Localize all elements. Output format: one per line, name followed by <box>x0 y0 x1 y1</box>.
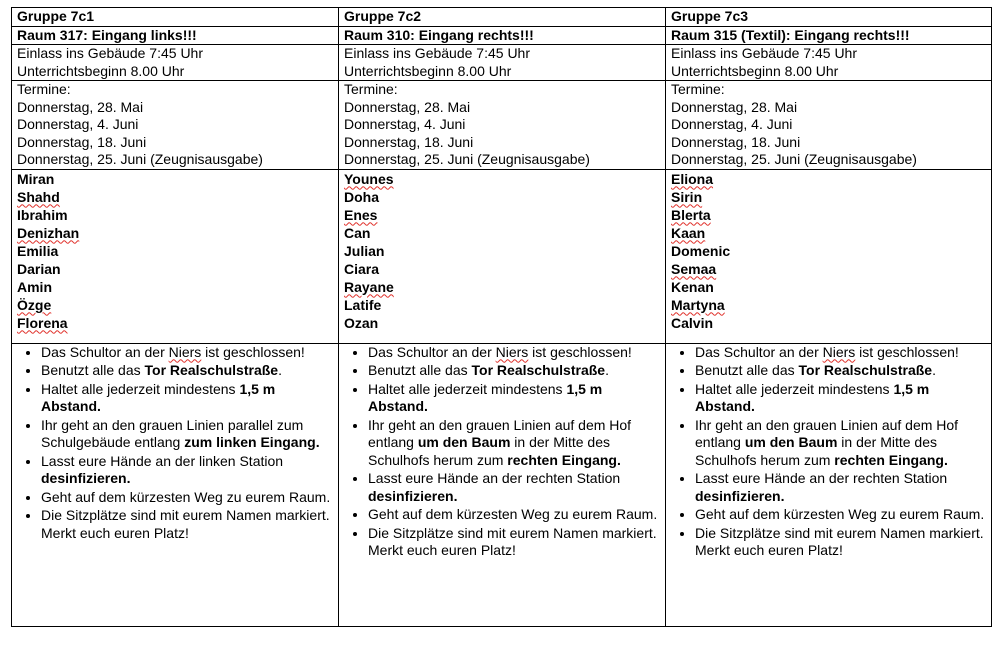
student-name: Enes <box>344 206 378 223</box>
student-name: Semaa <box>671 260 717 277</box>
time-cell <box>12 45 339 81</box>
student-name: Doha <box>344 188 379 205</box>
dates-label: Termine: <box>671 81 725 97</box>
date-item: Donnerstag, 25. Juni (Zeugnisausgabe) <box>17 151 263 167</box>
student-name: Julian <box>344 242 385 259</box>
student-name: Shahd <box>17 188 60 205</box>
rules-list <box>344 344 660 560</box>
student-name: Calvin <box>671 314 714 331</box>
group-title-row <box>12 8 992 27</box>
rule-item: • Benutzt alle das Tor Realschulstraße. <box>41 362 333 380</box>
date-item: Donnerstag, 18. Juni <box>17 133 147 150</box>
names-row <box>12 169 992 343</box>
date-item: Donnerstag, 25. Juni (Zeugnisausgabe) <box>671 151 917 167</box>
rule-item: • Das Schultor an der Niers ist geschlossen! <box>41 344 333 362</box>
group-title: Gruppe 7c3 <box>666 8 992 27</box>
lesson-start: Unterrichtsbeginn 8.00 Uhr <box>344 62 512 79</box>
rules-cell <box>339 343 666 626</box>
student-names-cell <box>666 169 992 343</box>
time-row <box>12 45 992 81</box>
student-name: Ozan <box>344 314 379 331</box>
dates-cell <box>666 81 992 170</box>
dates-cell <box>339 81 666 170</box>
lesson-start: Unterrichtsbeginn 8.00 Uhr <box>17 62 185 79</box>
student-name: Blerta <box>671 206 711 223</box>
time-cell <box>666 45 992 81</box>
time-cell <box>339 45 666 81</box>
student-name: Denizhan <box>17 224 80 241</box>
entry-time: Einlass ins Gebäude 7:45 Uhr <box>17 45 203 61</box>
date-item: Donnerstag, 4. Juni <box>17 116 139 132</box>
room-row <box>12 26 992 45</box>
rule-item: • Lasst eure Hände an der rechten Station desinfizieren. <box>368 470 660 505</box>
student-name: Amin <box>17 278 52 295</box>
student-name: Miran <box>17 170 55 187</box>
rule-item: • Ihr geht an den grauen Linien auf dem Hof entlang um den Baum in der Mitte des Schulhofs herum zum rechten Eingang. <box>368 417 660 470</box>
group-title: Gruppe 7c2 <box>339 8 666 27</box>
rule-item: • Geht auf dem kürzesten Weg zu eurem Raum. <box>41 489 333 507</box>
date-item: Donnerstag, 28. Mai <box>344 98 471 115</box>
student-name: Emilia <box>17 242 59 259</box>
student-name: Sirin <box>671 188 703 205</box>
student-name: Younes <box>344 170 394 187</box>
rule-item: • Haltet alle jederzeit mindestens 1,5 m Abstand. <box>368 381 660 416</box>
student-name: Eliona <box>671 170 714 187</box>
student-name: Kenan <box>671 278 714 295</box>
entry-time: Einlass ins Gebäude 7:45 Uhr <box>344 45 530 61</box>
room-info: Raum 317: Eingang links!!! <box>12 26 339 45</box>
room-info: Raum 315 (Textil): Eingang rechts!!! <box>666 26 992 45</box>
student-name: Domenic <box>671 242 731 259</box>
rules-row <box>12 343 992 626</box>
student-name: Latife <box>344 296 382 313</box>
student-name: Florena <box>17 314 68 331</box>
group-title: Gruppe 7c1 <box>12 8 339 27</box>
student-name: Ciara <box>344 260 380 277</box>
rule-item: • Haltet alle jederzeit mindestens 1,5 m Abstand. <box>41 381 333 416</box>
rule-item: • Benutzt alle das Tor Realschulstraße. <box>695 362 986 380</box>
rules-list <box>17 344 333 543</box>
student-name: Ibrahim <box>17 206 68 223</box>
rule-item: • Lasst eure Hände an der rechten Station desinfizieren. <box>695 470 986 505</box>
rules-list <box>671 344 986 560</box>
room-info: Raum 310: Eingang rechts!!! <box>339 26 666 45</box>
dates-cell <box>12 81 339 170</box>
date-item: Donnerstag, 28. Mai <box>671 98 798 115</box>
rules-cell <box>12 343 339 626</box>
rule-item: • Ihr geht an den grauen Linien parallel zum Schulgebäude entlang zum linken Eingang. <box>41 417 333 452</box>
student-name: Özge <box>17 296 52 313</box>
student-name: Kaan <box>671 224 706 241</box>
student-name: Can <box>344 224 371 241</box>
entry-time: Einlass ins Gebäude 7:45 Uhr <box>671 45 857 61</box>
student-names-cell <box>339 169 666 343</box>
rules-cell <box>666 343 992 626</box>
date-item: Donnerstag, 18. Juni <box>344 133 474 150</box>
rule-item: • Ihr geht an den grauen Linien auf dem Hof entlang um den Baum in der Mitte des Schulhofs herum zum rechten Eingang. <box>695 417 986 470</box>
date-item: Donnerstag, 4. Juni <box>344 116 466 132</box>
rule-item: • Geht auf dem kürzesten Weg zu eurem Raum. <box>695 506 986 524</box>
rule-item: • Lasst eure Hände an der linken Station desinfizieren. <box>41 453 333 488</box>
rule-item: • Das Schultor an der Niers ist geschlossen! <box>368 344 660 362</box>
rule-item: • Das Schultor an der Niers ist geschlossen! <box>695 344 986 362</box>
rule-item: • Die Sitzplätze sind mit eurem Namen markiert. Merkt euch euren Platz! <box>695 525 986 560</box>
student-name: Darian <box>17 260 61 277</box>
date-item: Donnerstag, 18. Juni <box>671 133 801 150</box>
rule-item: • Haltet alle jederzeit mindestens 1,5 m Abstand. <box>695 381 986 416</box>
dates-label: Termine: <box>17 81 71 97</box>
date-item: Donnerstag, 28. Mai <box>17 98 144 115</box>
student-name: Rayane <box>344 278 394 295</box>
rule-item: • Die Sitzplätze sind mit eurem Namen markiert. Merkt euch euren Platz! <box>368 525 660 560</box>
date-item: Donnerstag, 25. Juni (Zeugnisausgabe) <box>344 151 590 167</box>
rule-item: • Die Sitzplätze sind mit eurem Namen markiert. Merkt euch euren Platz! <box>41 507 333 542</box>
student-names-cell <box>12 169 339 343</box>
group-schedule-table <box>11 7 992 627</box>
dates-label: Termine: <box>344 81 398 97</box>
rule-item: • Geht auf dem kürzesten Weg zu eurem Raum. <box>368 506 660 524</box>
date-item: Donnerstag, 4. Juni <box>671 116 793 132</box>
dates-row <box>12 81 992 170</box>
student-name: Martyna <box>671 296 725 313</box>
rule-item: • Benutzt alle das Tor Realschulstraße. <box>368 362 660 380</box>
lesson-start: Unterrichtsbeginn 8.00 Uhr <box>671 62 839 79</box>
